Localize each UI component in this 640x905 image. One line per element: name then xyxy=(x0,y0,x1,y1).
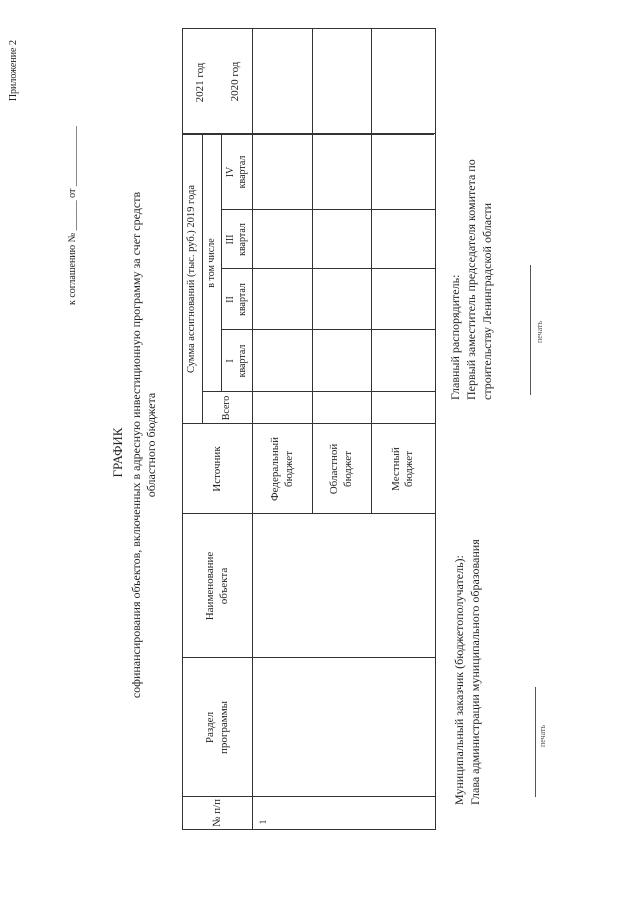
signature-right-line3: строительству Ленинградской области xyxy=(480,202,494,400)
header-sum-2019: Сумма ассигнований (тыс. руб.) 2019 года xyxy=(186,184,198,374)
stamp-left-label: печать xyxy=(538,724,547,747)
header-number: № п/п xyxy=(210,798,223,828)
header-q4: IV квартал xyxy=(224,155,248,189)
source-regional: Областной бюджет xyxy=(328,443,354,495)
header-section: Раздел программы xyxy=(204,700,230,755)
document-title: ГРАФИК xyxy=(110,427,125,478)
signature-left-line1: Муниципальный заказчик (бюджетополучатель): xyxy=(452,555,466,805)
signature-right-line1: Главный распорядитель: xyxy=(448,274,462,400)
stamp-right-label: печать xyxy=(535,320,544,343)
cofinancing-table xyxy=(182,28,436,830)
document-subtitle-line2: областного бюджета xyxy=(144,392,158,498)
signature-right-line xyxy=(530,265,531,395)
row-number: 1 xyxy=(257,819,268,825)
source-federal: Федеральный бюджет xyxy=(269,436,295,502)
header-q2: II квартал xyxy=(224,283,248,316)
signature-right-line2: Первый заместитель председателя комитета по xyxy=(464,159,478,400)
header-object-name: Наименование объекта xyxy=(204,551,230,621)
source-local: Местный бюджет xyxy=(389,447,415,491)
annex-label: Приложение 2 xyxy=(8,40,19,102)
header-q1: I квартал xyxy=(224,344,248,378)
header-source: Источник xyxy=(210,446,223,492)
document-subtitle-line1: софинансирования объектов, включенных в адресную инвестиционную программу за счет средств xyxy=(129,191,143,699)
header-total: Всего xyxy=(221,395,232,421)
signature-left-line2: Глава администрации муниципального образования xyxy=(468,539,482,805)
header-2021: 2021 год xyxy=(194,62,206,103)
header-including: в том числе xyxy=(205,238,217,288)
header-2020: 2020 год xyxy=(229,61,241,102)
signature-left-line xyxy=(535,687,536,797)
header-q3: III квартал xyxy=(224,223,248,256)
agreement-reference: к соглашению № ______ от ____________ xyxy=(67,126,78,305)
